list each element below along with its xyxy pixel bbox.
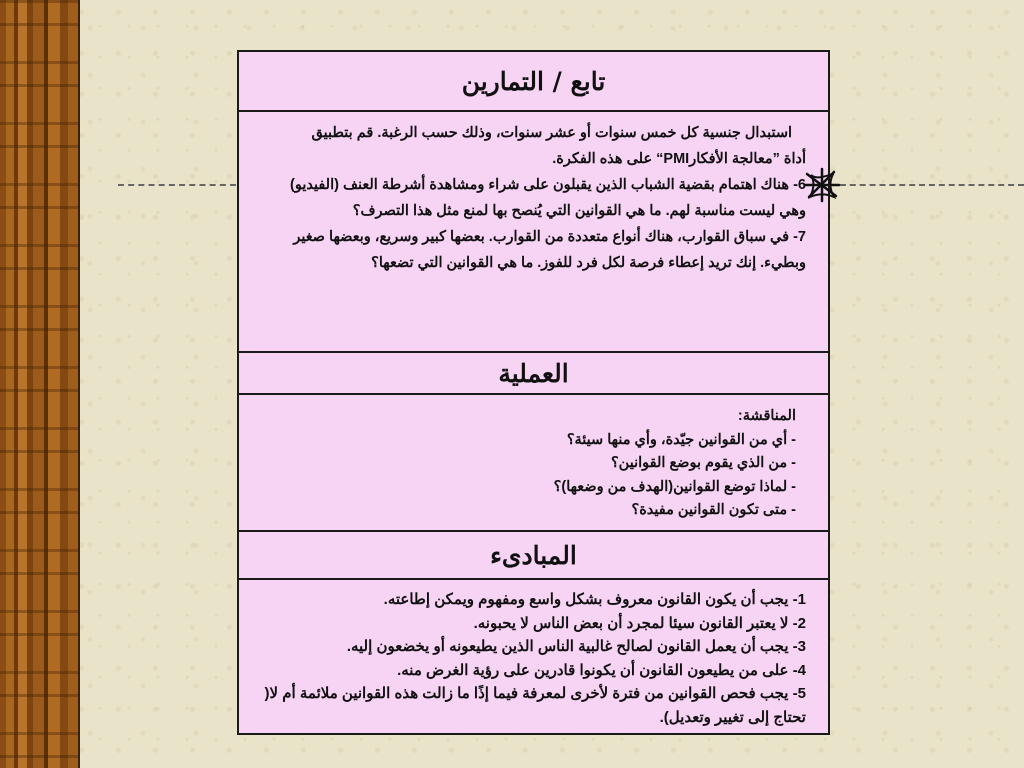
- dashed-divider-left: [118, 184, 236, 186]
- exercises-body: [239, 112, 828, 353]
- hand-drawn-star-icon: [803, 166, 841, 204]
- principle-item: 2- لا يعتبر القانون سيئا لمجرد أن بعض الناس لا يحبونه.: [473, 614, 806, 632]
- exercise-line-5: استبدال جنسية كل خمس سنوات أو عشر سنوات، وذلك حسب الرغبة. قم بتطبيق أداة ”معالجة الأفكارPMI“ على هذه الفكرة.: [311, 125, 806, 167]
- principle-item: 4- على من يطيعون القانون أن يكونوا قادرين على رؤية الغرض منه.: [397, 661, 806, 679]
- principles-body: [239, 580, 828, 733]
- principle-item: 3- يجب أن يعمل القانون لصالح غالبية الناس الذين يطيعونه أو يخضعون إليه.: [346, 638, 806, 655]
- exercise-line-6: 6- هناك اهتمام بقضية الشباب الذين يقبلون على شراء ومشاهدة أشرطة العنف (الفيديو) وهي ليست مناسبة لهم. ما هي القوانين التي يُنصح بها لمنع مثل هذا التصرف؟: [290, 177, 806, 219]
- exercise-line-7: 7- في سباق القوارب، هناك أنواع متعددة من القوارب. بعضها كبير وسريع، وبعضها صغير وبطيء. إنك تريد إعطاء فرصة لكل فرد للفوز. ما هي القوانين التي تضعها؟: [293, 229, 806, 271]
- discussion-question: - من الذي يقوم بوضع القوانين؟: [610, 455, 796, 471]
- section-title-process: العملية: [239, 353, 828, 395]
- discussion-question: - أي من القوانين جيّدة، وأي منها سيئة؟: [566, 431, 796, 448]
- principle-item: 5- يجب فحص القوانين من فترة لأخرى لمعرفة فيما إذًا ما زالت هذه القوانين ملائمة أم لا( تحتاج إلى تغيير وتعديل).: [264, 685, 806, 726]
- process-body: [239, 395, 828, 532]
- section-title-principles: المبادىء: [239, 532, 828, 580]
- discussion-question: - متى تكون القوانين مفيدة؟: [631, 502, 796, 518]
- section-title-exercises: تابع / التمارين: [239, 52, 828, 112]
- content-table: [237, 50, 830, 735]
- discussion-question: - لماذا توضع القوانين(الهدف من وضعها)؟: [553, 478, 796, 495]
- dashed-divider-right: [830, 184, 1024, 186]
- discussion-heading: المناقشة:: [737, 408, 796, 424]
- wood-texture-strip: [0, 0, 80, 768]
- principle-item: 1- يجب أن يكون القانون معروف بشكل واسع ومفهوم ويمكن إطاعته.: [383, 591, 806, 608]
